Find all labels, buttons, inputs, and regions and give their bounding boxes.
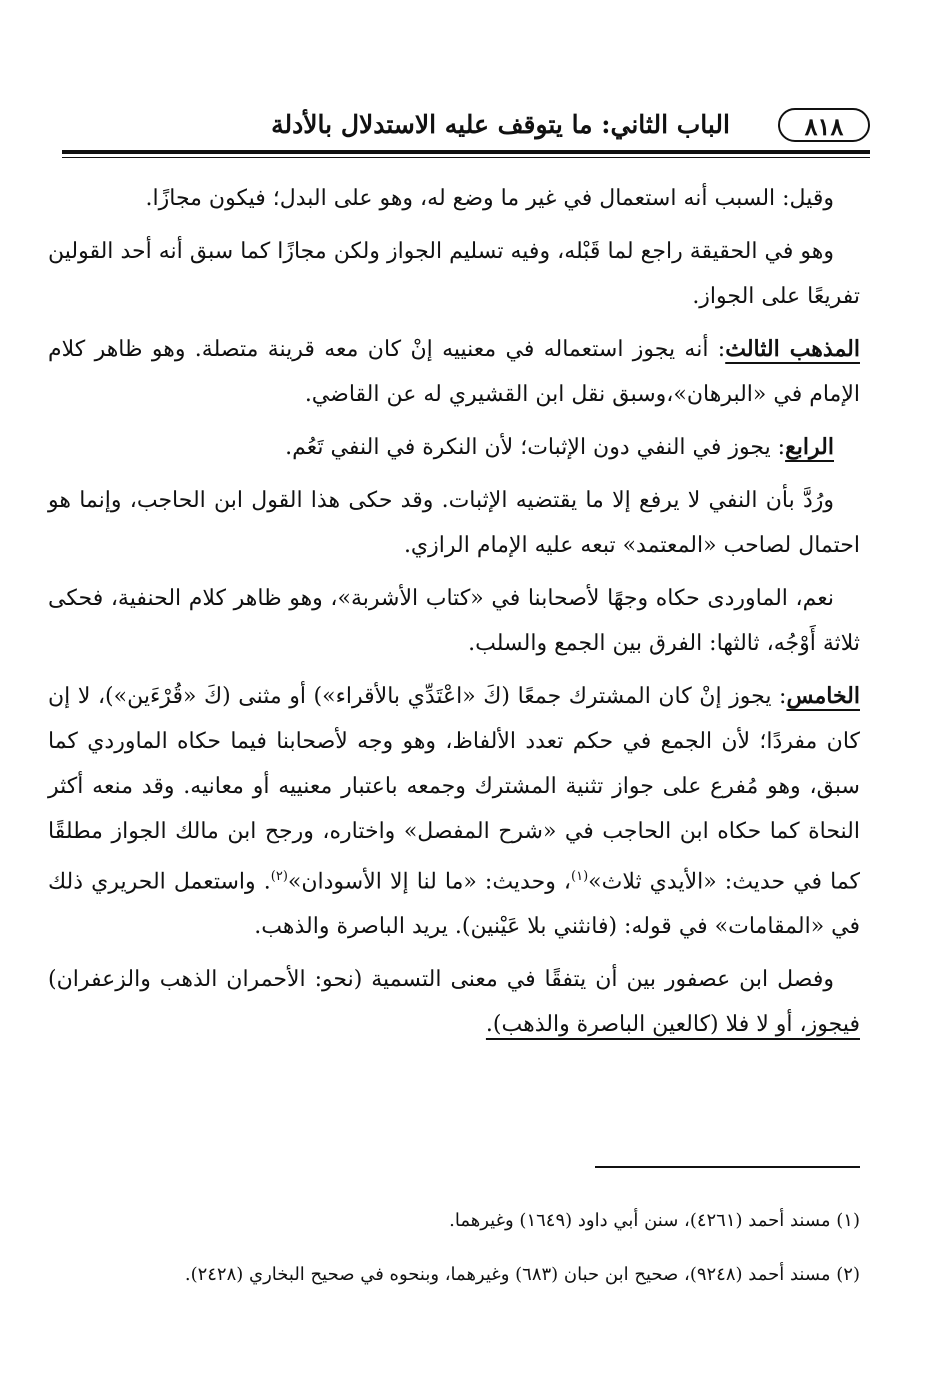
- paragraph-8-text-a: وفصل ابن عصفور بين أن يتفقًا في معنى التسمية (نحو: الأحمران الذهب والزعفران): [48, 967, 834, 993]
- paragraph-4: [48, 425, 860, 470]
- footnote-ref-2[interactable]: (٢): [270, 869, 288, 884]
- paragraph-7-text-a: : يجوز إنْ كان المشترك جمعًا (كَ «اعْتَدِّي بالأقراء») أو مثنى (كَ «قُرْءَين»)، لا إن كان مفردًا؛ لأن الجمع في حكم تعدد الألفاظ، وهو وجه لأصحابنا فيما حكاه الماوردي كما سبق، وهو مُفرع على جواز تثنية المشترك وجمعه باعتبار معنييه أو معانيه. وقد منعه أكثر النحاة كما حكاه ابن الحاجب في «شرح المفصل» واختاره، ورجح ابن مالك الجواز مطلقًا كما في حديث: «الأيدي ثلاث»: [48, 684, 861, 895]
- section-term-fourth: الرابع: [785, 434, 834, 460]
- paragraph-4-text: : يجوز في النفي دون الإثبات؛ لأن النكرة في النفي تَعُم.: [285, 435, 786, 460]
- header-rule-thin: [62, 157, 870, 158]
- paragraph-8-text-b: فيجوز، أو لا فلا (كالعين الباصرة والذهب).: [485, 1012, 860, 1038]
- footnote-1: (١) مسند أحمد (٤٢٦١)، سنن أبي داود (١٦٤٩) وغيرهما.: [449, 1210, 860, 1231]
- paragraph-6: نعم، الماوردى حكاه وجهًا لأصحابنا في «كتاب الأشربة»، وهو ظاهر كلام الحنفية، فحكى ثلاثة أَوْجُه، ثالثها: الفرق بين الجمع والسلب.: [48, 586, 860, 656]
- footnote-ref-1[interactable]: (١): [571, 869, 589, 884]
- main-text: [48, 176, 860, 1055]
- header-rule-thick: [62, 150, 870, 154]
- footnotes: [48, 1194, 860, 1302]
- paragraph-3-text: : أنه يجوز استعماله في معنييه إنْ كان معه قرينة متصلة. وهو ظاهر كلام الإمام في «البرهان»،وسبق نقل ابن القشيري له عن القاضي.: [48, 337, 860, 407]
- footnote-2: (٢) مسند أحمد (٩٢٤٨)، صحيح ابن حبان (٦٨٣) وغيرهما، وبنحوه في صحيح البخاري (٢٤٢٨).: [184, 1264, 860, 1285]
- running-title: الباب الثاني: ما يتوقف عليه الاستدلال بالأدلة: [271, 110, 730, 139]
- paragraph-5: ورُدَّ بأن النفي لا يرفع إلا ما يقتضيه الإثبات. وقد حكى هذا القول ابن الحاجب، وإنما هو احتمال لصاحب «المعتمد» تبعه عليه الإمام الرازي.: [48, 488, 860, 558]
- paragraph-7-text-c: . واستعمل الحريري ذلك في «المقامات» في قوله: (فانثني بلا عَيْنين). يريد الباصرة والذهب.: [48, 869, 860, 940]
- paragraph-8: [48, 957, 860, 1047]
- paragraph-3: [48, 327, 860, 417]
- page-number: ٨١٨: [778, 108, 870, 142]
- paragraph-2: وهو في الحقيقة راجع لما قَبْله، وفيه تسليم الجواز ولكن مجازًا كما سبق أنه أحد القولين تفريعًا على الجواز.: [48, 239, 860, 309]
- footnote-separator: [595, 1166, 860, 1168]
- paragraph-7-text-b: ، وحديث: «ما لنا إلا الأسودان»: [287, 869, 572, 895]
- paragraph-1: وقيل: السبب أنه استعمال في غير ما وضع له، وهو على البدل؛ فيكون مجازًا.: [145, 186, 834, 211]
- paragraph-7: [48, 674, 860, 949]
- section-term-third: المذهب الثالث: [725, 336, 860, 362]
- page-header: [62, 104, 870, 154]
- section-term-fifth: الخامس: [786, 683, 860, 709]
